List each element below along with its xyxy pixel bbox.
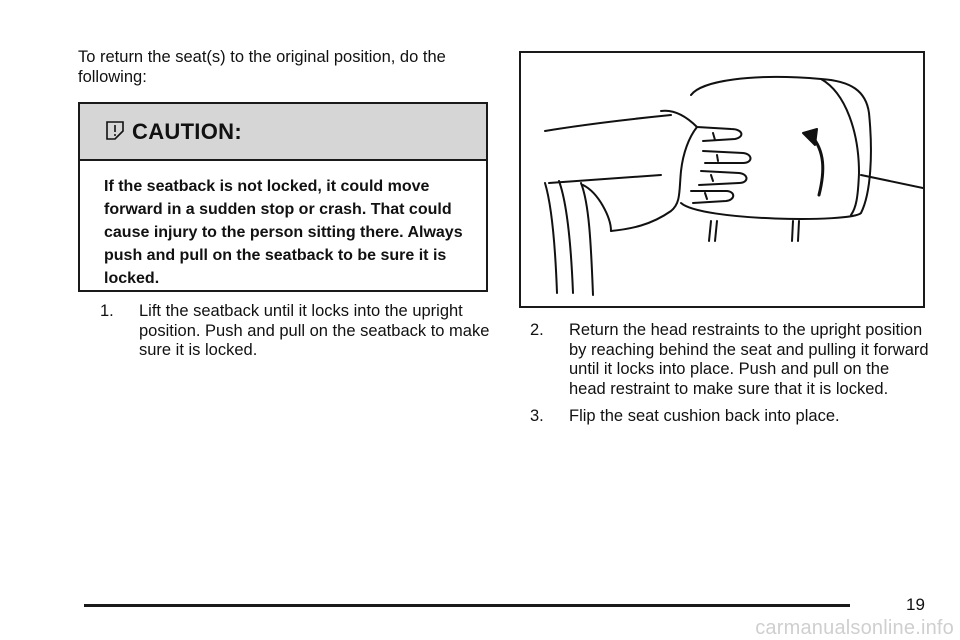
hand-pushing-head-restraint-illustration [521, 53, 923, 306]
step-text: Flip the seat cushion back into place. [569, 407, 840, 425]
page-number: 19 [906, 595, 925, 614]
list-item [530, 407, 930, 427]
step-text: Return the head restraints to the upright position by reaching behind the seat and pulling it forward until it locks into place. Push and pull on the head restraint to make sure that it is locked. [569, 321, 929, 398]
step-number: 3. [530, 407, 544, 425]
caution-header [80, 104, 486, 161]
steps-list-right [530, 321, 930, 435]
intro-paragraph: To return the seat(s) to the original position, do the following: [78, 48, 446, 86]
caution-body: If the seatback is not locked, it could move forward in a sudden stop or crash. That could cause injury to the person sitting there. Always push and pull on the seatback to be sure it is locked. [104, 178, 463, 287]
caution-bracket-icon [104, 119, 126, 141]
step-number: 2. [530, 321, 544, 339]
step-text: Lift the seatback until it locks into the upright position. Push and pull on the seatback to make sure it is locked. [139, 302, 490, 359]
head-restraint-figure [519, 51, 925, 308]
caution-box [78, 102, 488, 292]
step-number: 1. [100, 302, 114, 320]
watermark: carmanualsonline.info [755, 617, 954, 639]
caution-title: CAUTION: [132, 118, 242, 144]
list-item [530, 321, 930, 399]
footer-rule [84, 604, 850, 607]
steps-list-left [100, 302, 490, 369]
list-item [100, 302, 490, 361]
